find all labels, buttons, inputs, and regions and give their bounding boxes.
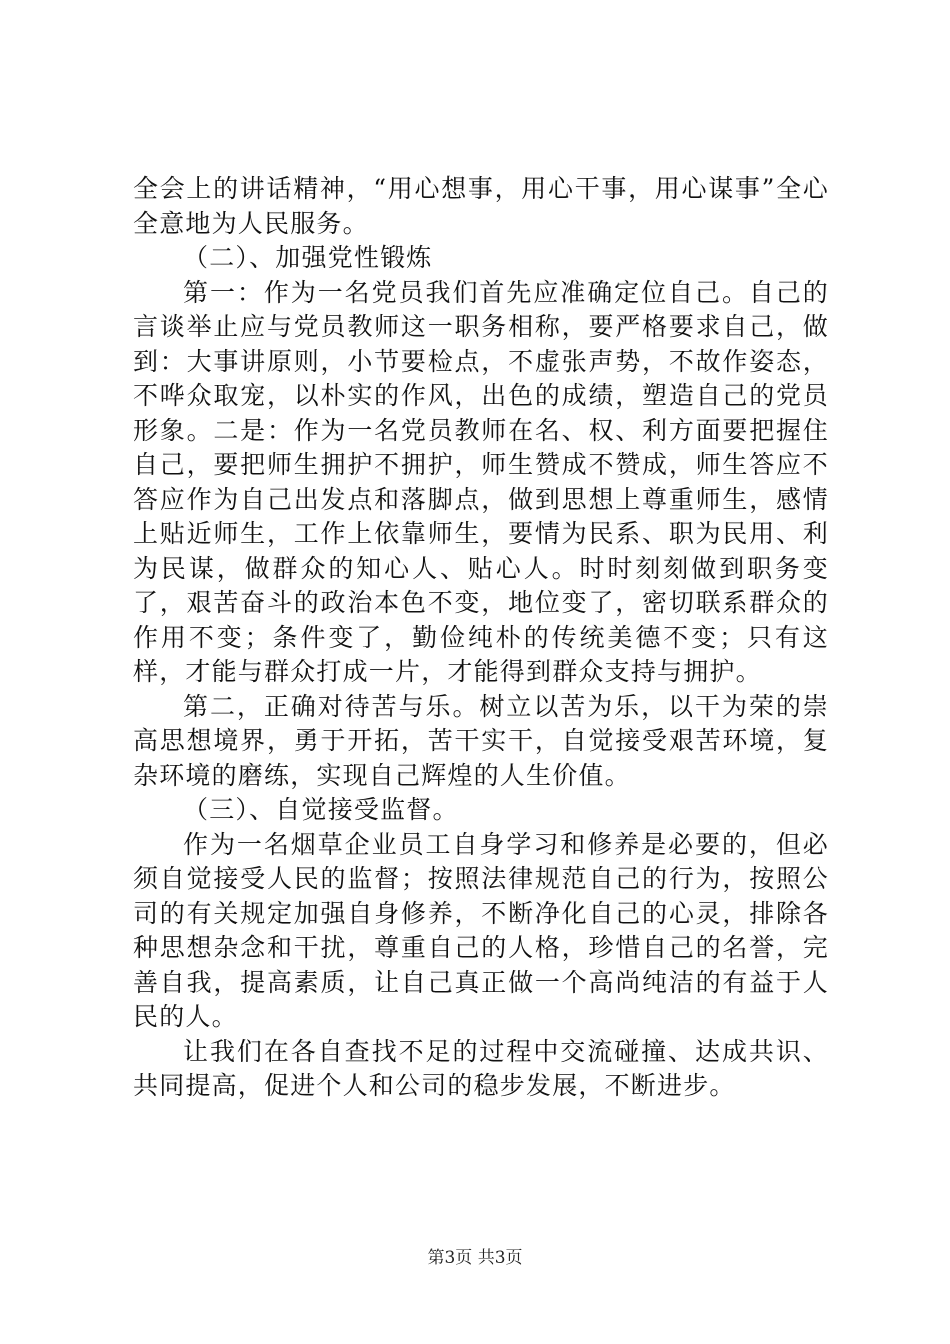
page-footer: 第3页 共3页 <box>427 1248 523 1268</box>
section-heading-3: （三）、自觉接受监督。 <box>183 795 459 824</box>
paragraph-second: 第二，正确对待苦与乐。树立以苦为乐，以干为荣的崇高思想境界，勇于开拓，苦干实干，自觉接受艰苦环境，复杂环境的磨练，实现自己辉煌的人生价值。 <box>133 691 829 790</box>
paragraph-supervision: 作为一名烟草企业员工自身学习和修养是必要的，但必须自觉接受人民的监督；按照法律规范自己的行为，按照公司的有关规定加强自身修养，不断净化自己的心灵，排除各种思想杂念和干扰，尊重自己的人格，珍惜自己的名誉，完善自我，提高素质，让自己真正做一个高尚纯洁的有益于人民的人。 <box>133 829 829 1031</box>
document-body <box>133 172 829 1104</box>
section-heading-2: （二）、加强党性锻炼 <box>183 243 433 272</box>
paragraph-conclusion: 让我们在各自查找不足的过程中交流碰撞、达成共识、共同提高，促进个人和公司的稳步发展，不断进步。 <box>133 1036 829 1100</box>
paragraph-continuation: 全会上的讲话精神，“用心想事，用心干事，用心谋事”全心全意地为人民服务。 <box>133 174 829 238</box>
paragraph-first: 第一：作为一名党员我们首先应准确定位自己。自己的言谈举止应与党员教师这一职务相称，要严格要求自己，做到：大事讲原则，小节要检点，不虚张声势，不故作姿态，不哗众取宠，以朴实的作风，出色的成绩，塑造自己的党员形象。二是：作为一名党员教师在名、权、利方面要把握住自己，要把师生拥护不拥护，师生赞成不赞成，师生答应不答应作为自己出发点和落脚点，做到思想上尊重师生，感情上贴近师生，工作上依靠师生，要情为民系、职为民用、利为民谋，做群众的知心人、贴心人。时时刻刻做到职务变了，艰苦奋斗的政治本色不变，地位变了，密切联系群众的作用不变；条件变了，勤俭纯朴的传统美德不变；只有这样，才能与群众打成一片，才能得到群众支持与拥护。 <box>133 277 829 686</box>
